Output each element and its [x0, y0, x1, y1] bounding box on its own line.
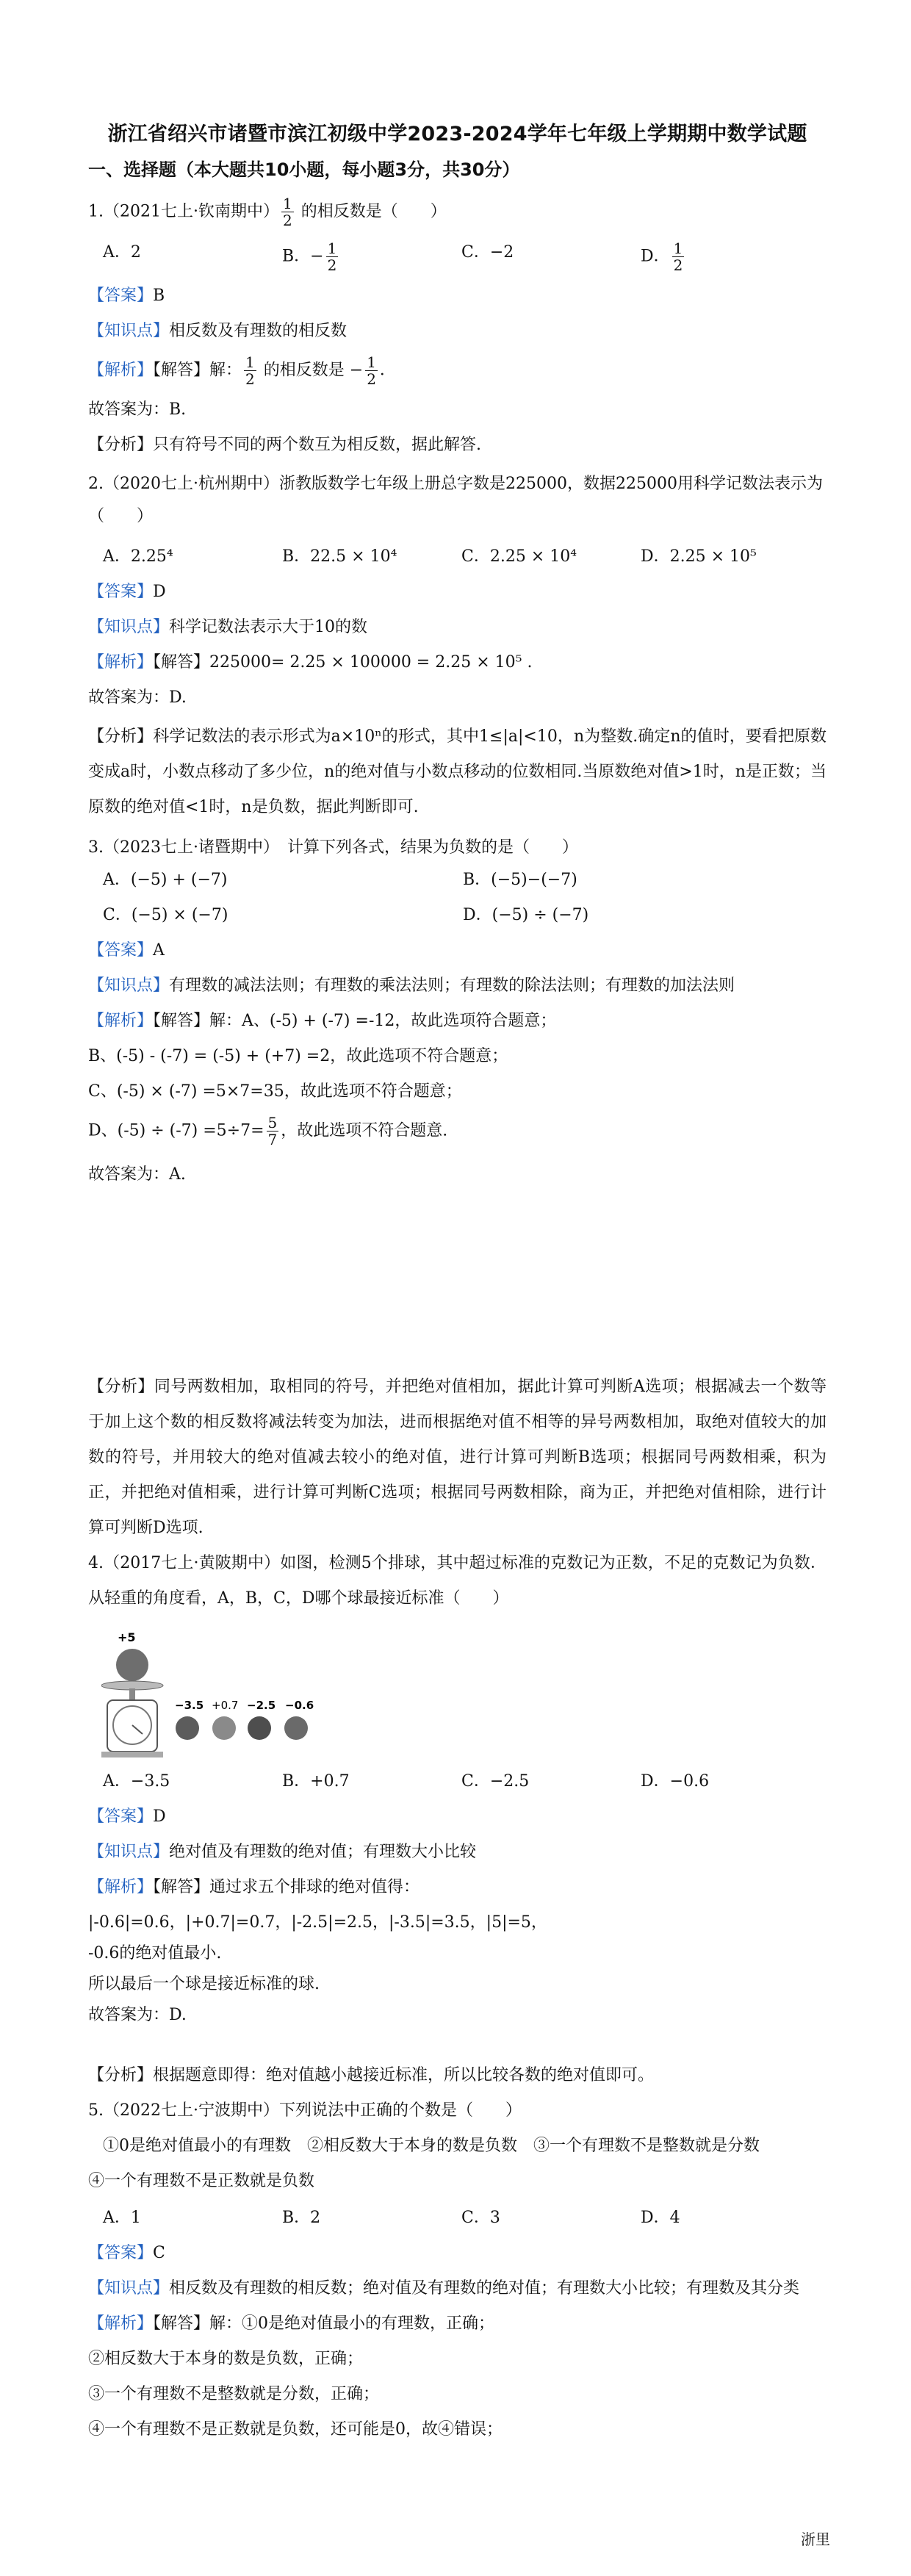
q1-options — [103, 240, 827, 273]
q1-analysis: 【分析】只有符号不同的两个数互为相反数，据此解答. — [88, 436, 482, 454]
q5-knowledge: 【知识点】相反数及有理数的相反数；绝对值及有理数的绝对值；有理数大小比较；有理数及其分类 — [88, 2279, 800, 2298]
q3-solution-b: B、(-5) - (-7) = (-5) + (+7) =2，故此选项不符合题意； — [88, 1047, 508, 1065]
option-d: D．4 — [641, 2209, 680, 2227]
ball-standard — [116, 1649, 148, 1681]
q5-answer: 【答案】C — [88, 2244, 165, 2262]
option-b: B．(−5)−(−7) — [463, 871, 577, 889]
option-b: B．2 — [282, 2209, 321, 2227]
q4-answer: 【答案】D — [88, 1807, 166, 1826]
option-d: D．−0.6 — [641, 1772, 710, 1791]
q4-analysis: 【分析】根据题意即得：绝对值越小越接近标准，所以比较各数的绝对值即可。 — [88, 2066, 655, 2084]
q4-stem: 4.（2017七上·黄陂期中）如图，检测5个排球，其中超过标准的克数记为正数，不足的克数记为负数．从轻重的角度看，A，B，C，D哪个球最接近标准（ ） — [88, 1554, 827, 1608]
q4-calc: |-0.6|=0.6，|+0.7|=0.7，|-2.5|=2.5，|-3.5|=3.5，|5|=5， — [88, 1913, 547, 1932]
option-b: B．− $\frac{1}{2}$ — [282, 240, 337, 274]
q1-answer: 【答案】B — [88, 287, 165, 305]
ball-a — [176, 1716, 199, 1740]
q3-conclusion: 故答案为：A. — [88, 1165, 186, 1184]
ball-d — [284, 1716, 308, 1740]
q4-options — [103, 1769, 827, 1794]
option-c: C．−2.5 — [461, 1772, 530, 1791]
option-a: A．−3.5 — [103, 1772, 170, 1791]
q4-knowledge: 【知识点】绝对值及有理数的绝对值；有理数大小比较 — [88, 1843, 477, 1861]
document-page — [88, 118, 827, 2442]
option-a: A．(−5) + (−7) — [103, 871, 228, 889]
scale-figure — [101, 1627, 336, 1766]
ball-b — [212, 1716, 236, 1740]
q3-knowledge: 【知识点】有理数的减法法则；有理数的乘法法则；有理数的除法法则；有理数的加法法则 — [88, 976, 735, 995]
q2-answer: 【答案】D — [88, 583, 166, 601]
option-c: C．2.25 × 10⁴ — [461, 547, 577, 566]
q4-conclusion: 故答案为：D. — [88, 2006, 187, 2024]
option-b: B．22.5 × 10⁴ — [282, 547, 397, 566]
q5-options — [103, 2206, 827, 2231]
label-d: −0.6 — [285, 1699, 314, 1712]
q5-solution-3: ③一个有理数不是整数就是分数，正确； — [88, 2385, 380, 2403]
q3-options — [103, 868, 827, 928]
q3-analysis: 【分析】同号两数相加，取相同的符号，并把绝对值相加，据此计算可判断A选项；根据减去一个数等于加上这个数的相反数将减法转变为加法，进而根据绝对值不相等的异号两数相加，取绝对值较大的加数的符号，并用较大的绝对值减去较小的绝对值，进行计算可判断B选项；根据同号两数相乘，积为正，并把绝对值相乘，进行计算可判断C选项；根据同号两数相除，商为正，并把绝对值相除，进行计算可判断D选项. — [88, 1378, 827, 1537]
page-title: 浙江省绍兴市诸暨市滨江初级中学2023-2024学年七年级上学期期中数学试题 — [107, 123, 807, 145]
q3-stem: 3.（2023七上·诸暨期中） 计算下列各式，结果为负数的是（ ） — [88, 838, 578, 857]
label-b: +0.7 — [212, 1699, 239, 1712]
option-b: B．+0.7 — [282, 1772, 350, 1791]
option-d: D． $\frac{1}{2}$ — [641, 240, 683, 274]
q2-conclusion: 故答案为：D. — [88, 688, 187, 707]
fraction: $\frac{1}{2}$ — [282, 195, 292, 229]
label-c: −2.5 — [247, 1699, 276, 1712]
q5-stem: 5.（2022七上·宁波期中）下列说法中正确的个数是（ ） — [88, 2101, 522, 2120]
option-c: C．(−5) × (−7) — [103, 906, 228, 924]
option-a: A．2 — [103, 243, 141, 262]
q2-analysis: 【分析】科学记数法的表示形式为a×10ⁿ的形式，其中1≤|a|<10，n为整数.确定n的值时，要看把原数变成a时，小数点移动了多少位，n的绝对值与小数点移动的位数相同.当原数绝对值>1时，n是正数；当原数的绝对值<1时，n是负数，据此判断即可. — [88, 727, 827, 816]
label-plus5: +5 — [118, 1630, 136, 1644]
q4-line2: -0.6的绝对值最小. — [88, 1944, 222, 1962]
ball-c — [248, 1716, 271, 1740]
label-a: −3.5 — [175, 1699, 204, 1712]
q4-solution: 【解析】【解答】通过求五个排球的绝对值得： — [88, 1878, 420, 1896]
q3-solution-d: D、(-5) ÷ (-7) =5÷7= $\frac{5}{7}$ ，故此选项不符合题意. — [88, 1114, 448, 1148]
option-c: C．3 — [461, 2209, 500, 2227]
option-a: A．2.25⁴ — [103, 547, 173, 566]
q5-solution-1: 【解析】【解答】解：①0是绝对值最小的有理数，正确； — [88, 2314, 495, 2333]
option-a: A．1 — [103, 2209, 141, 2227]
q3-solution-c: C、(-5) × (-7) =5×7=35，故此选项不符合题意； — [88, 1082, 462, 1101]
scale-with-balls-illustration — [101, 1627, 336, 1766]
section-heading: 一、选择题（本大题共10小题，每小题3分，共30分） — [88, 159, 520, 180]
q2-options — [103, 544, 827, 569]
option-d: D．2.25 × 10⁵ — [641, 547, 757, 566]
q5-statements-1: ①0是绝对值最小的有理数 ②相反数大于本身的数是负数 ③一个有理数不是整数就是分数 — [103, 2137, 760, 2155]
q2-stem: 2.（2020七上·杭州期中）浙教版数学七年级上册总字数是225000，数据225000用科学记数法表示为（ ） — [88, 475, 823, 525]
q2-knowledge: 【知识点】科学记数法表示大于10的数 — [88, 618, 368, 636]
q3-answer: 【答案】A — [88, 941, 165, 960]
option-d: D．(−5) ÷ (−7) — [463, 906, 589, 924]
page-footer: 浙里 — [801, 2530, 830, 2548]
q4-line3: 所以最后一个球是接近标准的球. — [88, 1975, 320, 1993]
q1-stem: 1.（2021七上·钦南期中） $\frac{1}{2}$ 的相反数是（ ） — [88, 195, 447, 229]
q1-solution: 【解析】【解答】解： $\frac{1}{2}$ 的相反数是 − $\frac{1}{2}$ ． — [88, 353, 396, 388]
q5-solution-4: ④一个有理数不是正数就是负数，还可能是0，故④错误； — [88, 2420, 503, 2439]
q1-conclusion: 故答案为：B. — [88, 400, 187, 419]
option-c: C．−2 — [461, 243, 514, 262]
q1-knowledge: 【知识点】相反数及有理数的相反数 — [88, 322, 348, 340]
q2-solution: 【解析】【解答】225000= 2.25 × 100000 = 2.25 × 10⁵ . — [88, 653, 533, 672]
q5-statements-2: ④一个有理数不是正数就是负数 — [88, 2172, 315, 2190]
q3-solution-a: 【解析】【解答】解：A、(-5) + (-7) =-12，故此选项符合题意； — [88, 1012, 557, 1030]
q5-solution-2: ②相反数大于本身的数是负数，正确； — [88, 2350, 364, 2368]
